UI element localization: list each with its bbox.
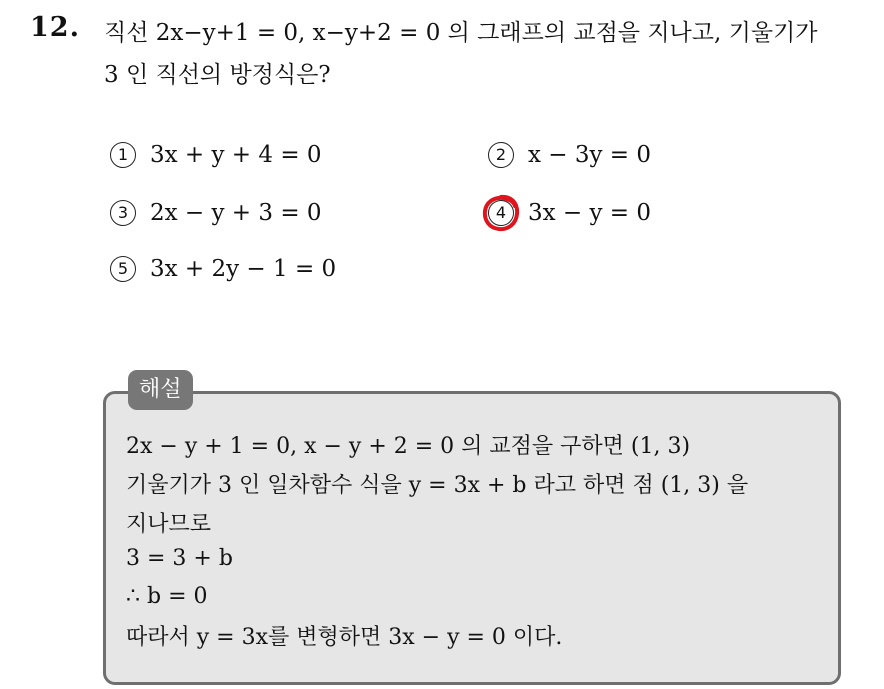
choice-3[interactable] (110, 200, 322, 226)
question-text-line2: 3 인 직선의 방정식은? (104, 62, 331, 88)
choice-text-3: 2x − y + 3 = 0 (150, 200, 322, 226)
choice-number-2: 2 (488, 142, 514, 168)
choice-text-2: x − 3y = 0 (528, 142, 652, 168)
explanation-line-3: 지나므로 (126, 512, 212, 537)
explanation-line-6: 따라서 y = 3x를 변형하면 3x − y = 0 이다. (126, 625, 563, 650)
choice-text-4: 3x − y = 0 (528, 200, 652, 226)
choice-1[interactable] (110, 142, 322, 168)
choice-number-5: 5 (110, 256, 136, 282)
explanation-tag: 해설 (128, 370, 193, 410)
choice-number-3: 3 (110, 200, 136, 226)
choice-2[interactable] (488, 142, 651, 168)
explanation-line-4: 3 = 3 + b (126, 546, 233, 571)
question-number: 12. (30, 12, 80, 43)
explanation-line-1: 2x − y + 1 = 0, x − y + 2 = 0 의 교점을 구하면 (1, 3) (126, 434, 691, 459)
explanation-line-5: ∴ b = 0 (126, 584, 208, 609)
explanation-line-2: 기울기가 3 인 일차함수 식을 y = 3x + b 라고 하면 점 (1, 3) 을 (126, 473, 749, 498)
choice-number-4: 4 (488, 200, 514, 226)
choice-text-5: 3x + 2y − 1 = 0 (150, 256, 337, 282)
choice-number-1: 1 (110, 142, 136, 168)
choice-5[interactable] (110, 256, 336, 282)
choice-text-1: 3x + y + 4 = 0 (150, 142, 322, 168)
question-text-line1: 직선 2x−y+1 = 0, x−y+2 = 0 의 그래프의 교점을 지나고, 기울기가 (104, 20, 818, 46)
choice-4[interactable] (488, 200, 651, 226)
